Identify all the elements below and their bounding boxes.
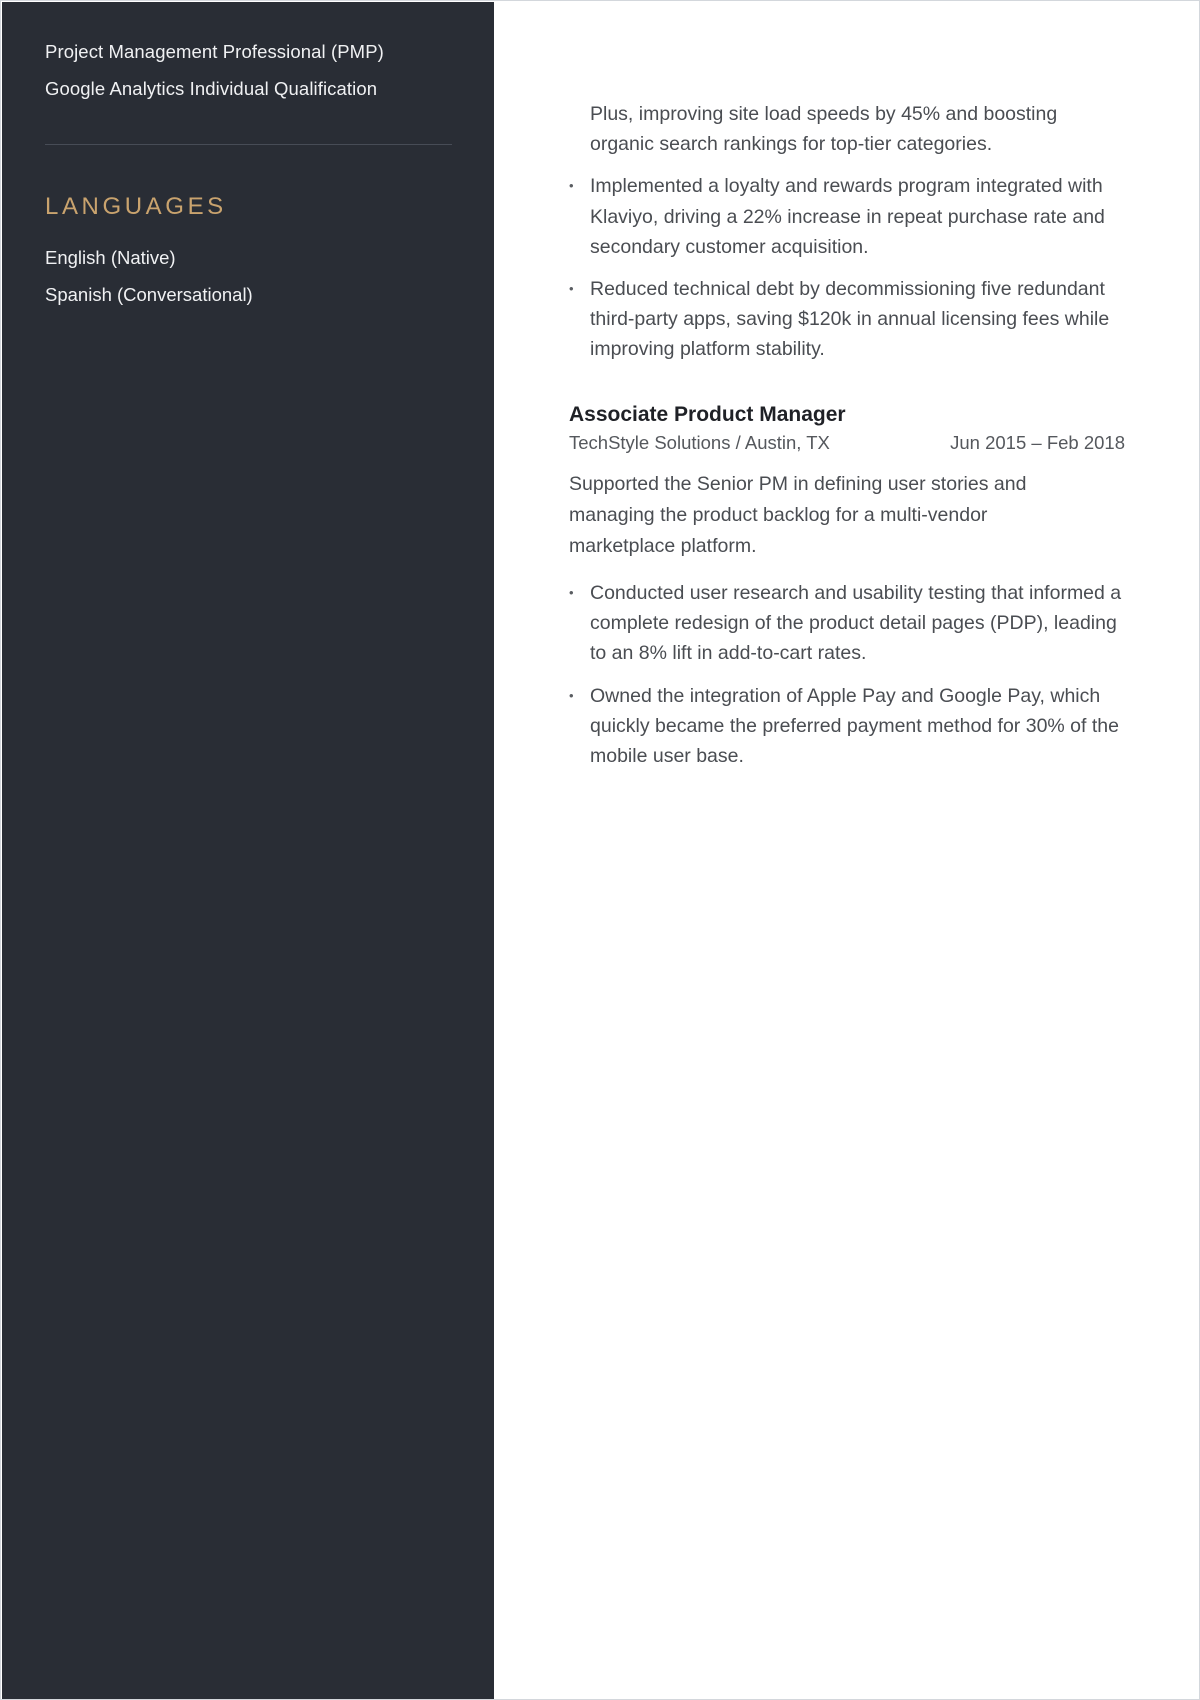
certifications-list [45,40,384,113]
bullet-item: • Implemented a loyalty and rewards program integrated with Klaviyo, driving a 22% increase in repeat purchase rate and secondary customer acquisition. [569,171,1125,262]
job-company: TechStyle Solutions / Austin, TX [569,432,830,453]
bullet-item: Plus, improving site load speeds by 45% and boosting organic search rankings for top-tier categories. [590,103,1058,156]
job-meta [569,431,1125,455]
certification-item: Project Management Professional (PMP) [45,41,384,62]
bullet-item: • Reduced technical debt by decommissioning five redundant third-party apps, saving $120k in annual licensing fees while improving platform stability. [569,274,1125,365]
sidebar-divider [45,144,452,145]
job-summary: Supported the Senior PM in defining user stories and managing the product backlog for a multi-vendor marketplace platform. [569,473,1027,557]
languages-list [45,246,253,319]
job-title: Associate Product Manager [569,403,846,426]
sidebar [2,2,494,1699]
job-dates: Jun 2015 – Feb 2018 [950,432,1125,453]
bullet-item: • Conducted user research and usability testing that informed a complete redesign of the product detail pages (PDP), leading to an 8% lift in add-to-cart rates. [569,578,1125,669]
language-item: English (Native) [45,247,176,268]
bullet-item: • Owned the integration of Apple Pay and Google Pay, which quickly became the preferred payment method for 30% of the mobile user base. [569,681,1125,772]
certification-item: Google Analytics Individual Qualification [45,77,378,99]
job-bullets [569,578,1125,783]
language-item: Spanish (Conversational) [45,283,253,305]
languages-heading: LANGUAGES [45,193,227,220]
previous-role-bullets [569,99,1125,377]
